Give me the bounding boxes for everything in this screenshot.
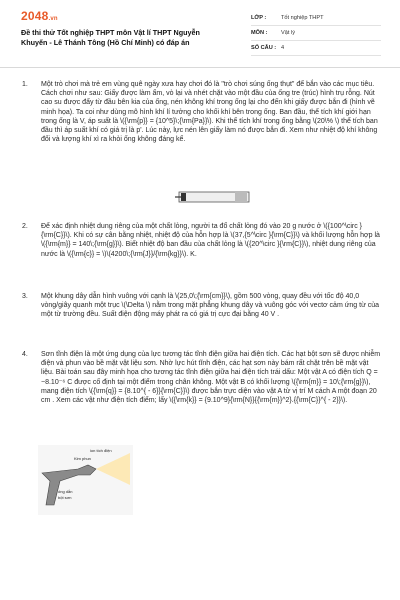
- label-charged-ions: ion tích điện: [90, 448, 112, 453]
- logo-text: 2048: [21, 9, 49, 23]
- label-hose: ống dẫn: [58, 489, 73, 494]
- spray-gun-illustration: [38, 445, 133, 515]
- meta-row-subject: [251, 26, 381, 41]
- label-nozzle: Kim phun: [74, 456, 91, 461]
- meta-row-count: [251, 41, 381, 56]
- meta-row-class: [251, 11, 381, 26]
- question-number: 3.: [22, 293, 28, 300]
- logo-suffix: .vn: [48, 16, 58, 22]
- question-number: 4.: [22, 351, 28, 358]
- tube-illustration: [175, 185, 265, 209]
- question-number: 2.: [22, 223, 28, 230]
- site-logo[interactable]: [21, 9, 58, 23]
- meta-value: Vật lý: [281, 30, 295, 36]
- question-text: Một trò chơi mà trẻ em vùng quê ngày xưa hay chơi đó là "trò chơi súng ống thụt" để bắn vào các mục tiêu. Cách chơi như sau: Giấy được làm ẩm, vò lại và nhét chặt vào một đầu của ống tre (trúc) hình trụ rỗng. Nút cao su được đẩy từ đầu bên kia của ống, nén không khí trong ống lại cho đến khi giấy được bắn đi (hình vẽ minh họa). Ta coi như dùng mô hình khí lí tưởng cho khối khí bên trong ống. Ban đầu, thể tích khí giới hạn trong ống là V, áp suất là \({\rm{p}} = {10^5}\;{\rm{Pa}}\). Khi thể tích khí trong ống bằng \(20\% \) thể tích ban đầu thì áp suất khí có giá trị là p'. Lúc này, lực nén lên giấy làm nó được bắn đi. Xem như nhiệt độ khí không đổi và lượng khí xì ra khỏi ống không đáng kể.: [41, 81, 378, 144]
- question-text: Sơn tĩnh điện là một ứng dụng của lực tương tác tĩnh điện giữa hai điện tích. Các hạt bột sơn sẽ được nhiễm điện và phun vào bề mặt vật liệu sơn. Nhờ lực hút tĩnh điện, các hạt sơn này bám rất chặt trên bề mặt vật liệu. Bài toán sau đây minh họa cho tương tác tĩnh điện giữa hai điện tích trái dấu: Một vật A có điện tích Q = −8.10⁻⁶ C được cố định tại một điểm trong chân không. Một vật B có khối lượng \({\rm{m}} = 10\;{\rm{g}}\), mang điện tích \({\rm{q}} = {8.10^{ - 6}}{\rm{C}}\) được bắn trực diện vào vật A từ vị trí M cách A một đoạn 20 cm . Xem các vật như điện tích điểm; lấy \({\rm{k}} = {9.10^9}{\rm{N}}{{\rm{m}}^2}.{{\rm{C}}^{ - 2}}\).: [41, 351, 381, 405]
- question-text: Để xác định nhiệt dung riêng của một chất lỏng, người ta đổ chất lỏng đó vào 20 g nước ở \({100^\circ }{\rm{C}}\). Khi có sự cân bằng nhiệt, nhiệt độ của hỗn hợp là \(37,{5^\circ }{\rm{C}}\) và khối lượng hỗn hợp là \({\rm{m}} = 140\;{\rm{g}}\). Biết nhiệt độ ban đầu của chất lỏng là \({20^\circ }{\rm{C}}\), nhiệt dung riêng của nước là \({\rm{c}} = \)\(4200\;{\rm{J}}/{\rm{kg}}\). K.: [41, 223, 380, 258]
- question-number: 1.: [22, 81, 28, 88]
- meta-label: MÔN :: [251, 30, 268, 36]
- paper-plug: [235, 192, 247, 202]
- meta-label: SỐ CÂU :: [251, 45, 277, 51]
- meta-value: 4: [281, 45, 285, 51]
- exam-meta: [251, 11, 381, 56]
- meta-value: Tốt nghiệp THPT: [281, 15, 324, 21]
- meta-label: LỚP :: [251, 15, 267, 21]
- question-text: Một khung dây dẫn hình vuông với cạnh là \(25,0\;{\rm{cm}}\), gồm 500 vòng, quay đều với tốc độ 40,0 vòng/giây quanh một trục \(\Delta \) nằm trong mặt phẳng khung dây và vuông góc với vectơ cảm ứng từ của một từ trường đều. Suất điện động máy phát ra có giá trị cực đại bằng 40 V .: [41, 293, 380, 319]
- label-powder: bột sơn: [58, 495, 72, 500]
- header-divider: [0, 67, 400, 68]
- rubber-plunger: [181, 193, 186, 201]
- exam-title: Đề thi thử Tốt nghiệp THPT môn Vật lí THPT Nguyễn Khuyến - Lê Thánh Tông (Hồ Chí Minh) có đáp án: [21, 28, 200, 47]
- page-header: [0, 0, 400, 60]
